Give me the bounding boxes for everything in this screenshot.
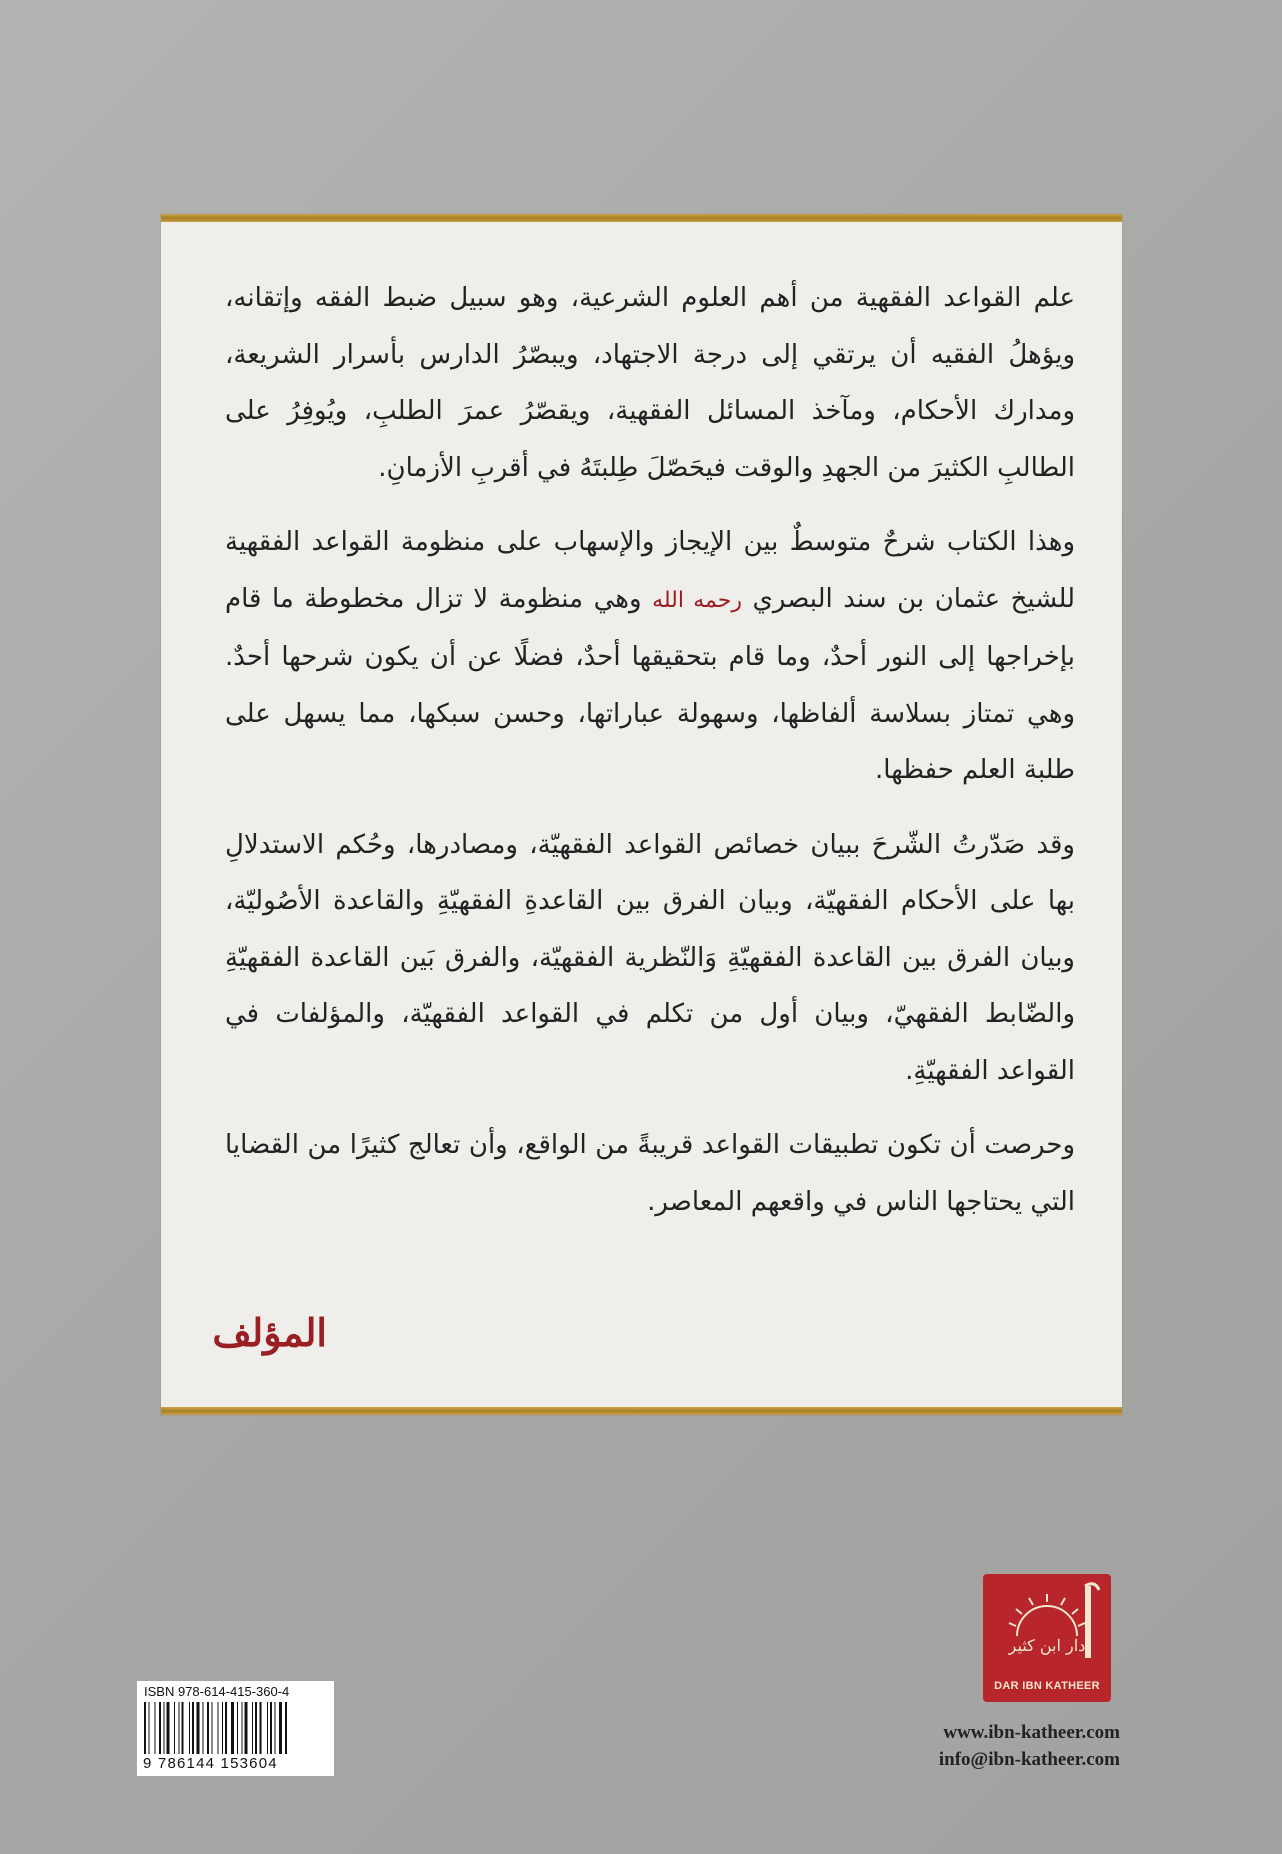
barcode-bar: [225, 1702, 227, 1754]
bottom-gold-rule: [161, 1407, 1122, 1415]
barcode-bar: [245, 1702, 248, 1754]
blurb-paragraph-2-start: وهذا الكتاب شرحٌ متوسطٌ بين الإيجاز والإسهاب على منظومة القواعد الفقهية للشيخ عثمان بن سند البصري: [225, 527, 1076, 614]
isbn-label: ISBN 978-614-415-360-4: [144, 1684, 290, 1699]
honorific-mark: رحمه الله: [652, 587, 742, 613]
barcode-bar: [218, 1702, 219, 1754]
barcode-bar: [285, 1702, 287, 1754]
barcode-bar: [174, 1702, 175, 1754]
top-gold-rule: [161, 214, 1122, 222]
barcode-bar: [155, 1702, 156, 1754]
barcode-bar: [252, 1702, 253, 1754]
barcode-bar: [267, 1702, 268, 1754]
barcode-icon: [144, 1702, 328, 1754]
blurb-paragraph-3: وقد صَدّرتُ الشّرحَ ببيان خصائص القواعد الفقهيّة، ومصادرها، وحُكم الاستدلالِ بها على الأحكام الفقهيّة، وبيان الفرق بين القاعدةِ الفقهيّةِ والقاعدة الأصُوليّة، وبيان الفرق بين القاعدة الفقهيّةِ وَالنّظرية الفقهيّة، والفرق بَين القاعدة الفقهيّةِ والضّابط الفقهيّ، وبيان أول من تكلم في القواعد الفقهيّة، والمؤلفات في القواعد الفقهيّةِ.: [225, 829, 1075, 1086]
barcode-bar: [260, 1702, 262, 1754]
barcode-bar: [255, 1702, 257, 1754]
publisher-email[interactable]: info@ibn-katheer.com: [938, 1749, 1120, 1770]
author-signature: المؤلف: [212, 1310, 327, 1355]
barcode-bar: [203, 1702, 204, 1754]
barcode-bar: [192, 1702, 194, 1754]
barcode-digits: 9 786144 153604: [143, 1755, 278, 1772]
barcode-bar: [212, 1702, 213, 1754]
isbn-barcode: [137, 1681, 334, 1776]
publisher-website[interactable]: www.ibn-katheer.com: [943, 1722, 1120, 1743]
barcode-bar: [149, 1702, 150, 1754]
publisher-logo-arabic: دار ابن كثير: [1008, 1636, 1086, 1655]
blurb-paragraph-2: [225, 514, 1075, 799]
barcode-bar: [222, 1702, 223, 1754]
barcode-bar: [231, 1702, 234, 1754]
publisher-logo-latin: DAR IBN KATHEER: [994, 1680, 1100, 1692]
publisher-contact: [939, 1719, 1120, 1773]
blurb-text: [225, 270, 1075, 1248]
barcode-bar: [182, 1702, 184, 1754]
publisher-logo: [983, 1574, 1111, 1702]
barcode-bar: [144, 1702, 146, 1754]
barcode-bar: [237, 1702, 238, 1754]
barcode-bar: [197, 1702, 200, 1754]
blurb-paragraph-2-end: وهي منظومة لا تزال مخطوطة ما قام بإخراجها إلى النور أحدٌ، وما قام بتحقيقها أحدٌ، فضلًا عن أن يكون شرحها أحدٌ. وهي تمتاز بسلاسة ألفاظها، وسهولة عباراتها، وحسن سبكها، مما يسهل على طلبة العلم حفظها.: [225, 583, 1075, 785]
barcode-bar: [164, 1702, 165, 1754]
barcode-bar: [159, 1702, 161, 1754]
blurb-paragraph-1: علم القواعد الفقهية من أهم العلوم الشرعية، وهو سبيل ضبط الفقه وإتقانه، ويؤهلُ الفقيه أن يرتقي إلى درجة الاجتهاد، ويبصّرُ الدارس بأسرار الشريعة، ومدارك الأحكام، ومآخذ المسائل الفقهية، ويقصّرُ عمرَ الطلبِ، ويُوفِرُ على الطالبِ الكثيرَ من الجهدِ والوقت فيحَصّلَ طِلبتَهُ في أقربِ الأزمانِ.: [225, 283, 1075, 483]
barcode-bar: [242, 1702, 243, 1754]
barcode-bar: [179, 1702, 180, 1754]
barcode-bar: [279, 1702, 282, 1754]
barcode-bar: [167, 1702, 170, 1754]
barcode-bar: [270, 1702, 272, 1754]
barcode-bar: [275, 1702, 276, 1754]
barcode-bar: [207, 1702, 209, 1754]
barcode-bar: [189, 1702, 190, 1754]
blurb-paragraph-4: وحرصت أن تكون تطبيقات القواعد قريبةً من الواقع، وأن تعالج كثيرًا من القضايا التي يحتاجها الناس في واقعهم المعاصر.: [225, 1130, 1075, 1217]
